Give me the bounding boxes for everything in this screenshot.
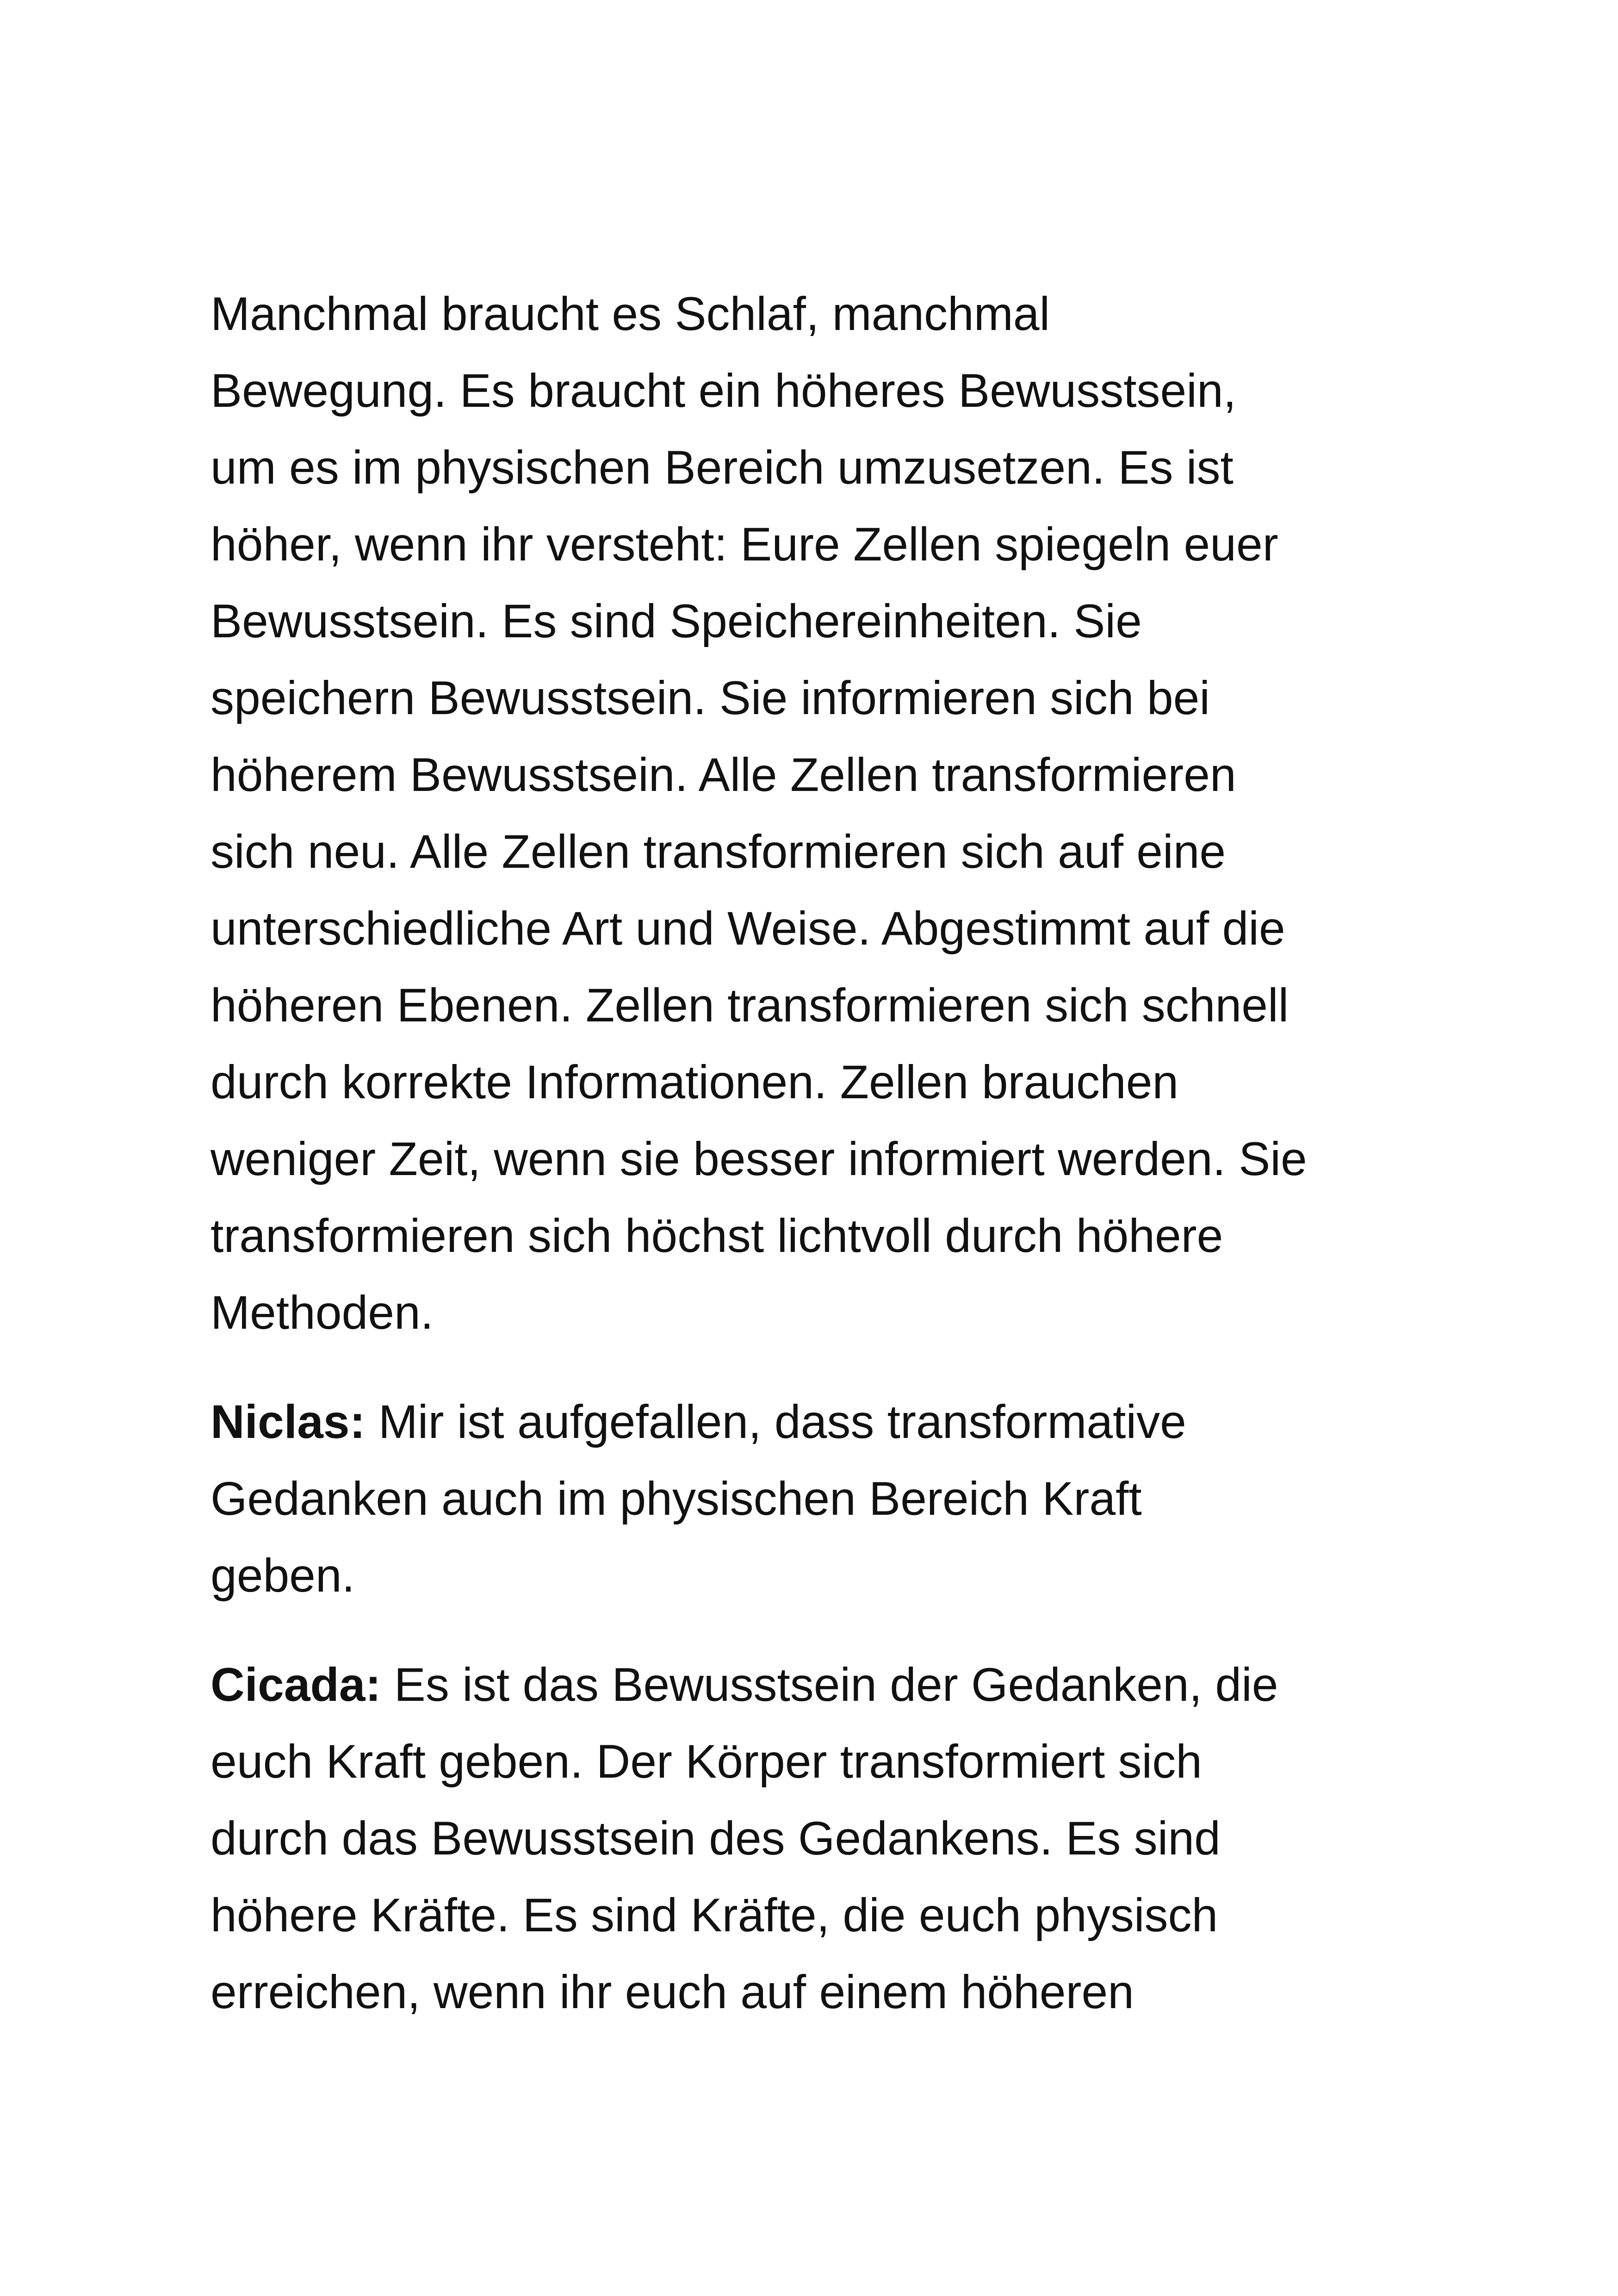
text-line: Methoden.: [211, 1286, 434, 1339]
text-fragment: Es ist das Bewusstsein der Gedanken, die: [381, 1658, 1278, 1711]
text-line: höher, wenn ihr versteht: Eure Zellen spiegeln euer: [211, 518, 1278, 571]
text-fragment: Mir ist aufgefallen, dass transformative: [365, 1395, 1186, 1448]
text-line: höherem Bewusstsein. Alle Zellen transformieren: [211, 748, 1236, 801]
text-line: durch das Bewusstsein des Gedankens. Es sind: [211, 1812, 1221, 1865]
text-line: höhere Kräfte. Es sind Kräfte, die euch physisch: [211, 1889, 1218, 1941]
text-line: geben.: [211, 1549, 355, 1602]
text-line: weniger Zeit, wenn sie besser informiert werden. Sie: [211, 1132, 1307, 1185]
paragraph: [211, 1383, 1437, 1614]
text-line: Manchmal braucht es Schlaf, manchmal: [211, 287, 1050, 340]
text-line: euch Kraft geben. Der Körper transformiert sich: [211, 1735, 1202, 1788]
text-line: Gedanken auch im physischen Bereich Kraft: [211, 1472, 1142, 1525]
paragraph-spacer: [211, 1614, 1437, 1646]
text-line: Bewegung. Es braucht ein höheres Bewusstsein,: [211, 364, 1237, 417]
text-line: unterschiedliche Art und Weise. Abgestimmt auf die: [211, 902, 1285, 955]
text-line: speichern Bewusstsein. Sie informieren sich bei: [211, 672, 1210, 724]
text-line: erreichen, wenn ihr euch auf einem höheren: [211, 1966, 1134, 2018]
speaker-name: Cicada:: [211, 1658, 381, 1711]
text-line: sich neu. Alle Zellen transformieren sich auf eine: [211, 825, 1226, 878]
text-line: um es im physischen Bereich umzusetzen. Es ist: [211, 441, 1234, 494]
text-line: höheren Ebenen. Zellen transformieren sich schnell: [211, 979, 1289, 1032]
paragraph-spacer: [211, 1351, 1437, 1383]
text-line: transformieren sich höchst lichtvoll durch höhere: [211, 1209, 1223, 1262]
text-line: [211, 1646, 1437, 1723]
body-text: [211, 275, 1437, 2030]
text-line: Bewusstsein. Es sind Speichereinheiten. Sie: [211, 595, 1142, 647]
text-line: durch korrekte Informationen. Zellen brauchen: [211, 1056, 1179, 1108]
paragraph: [211, 275, 1437, 1351]
paragraph: [211, 1646, 1437, 2030]
text-line: [211, 1383, 1437, 1460]
speaker-name: Niclas:: [211, 1395, 366, 1448]
